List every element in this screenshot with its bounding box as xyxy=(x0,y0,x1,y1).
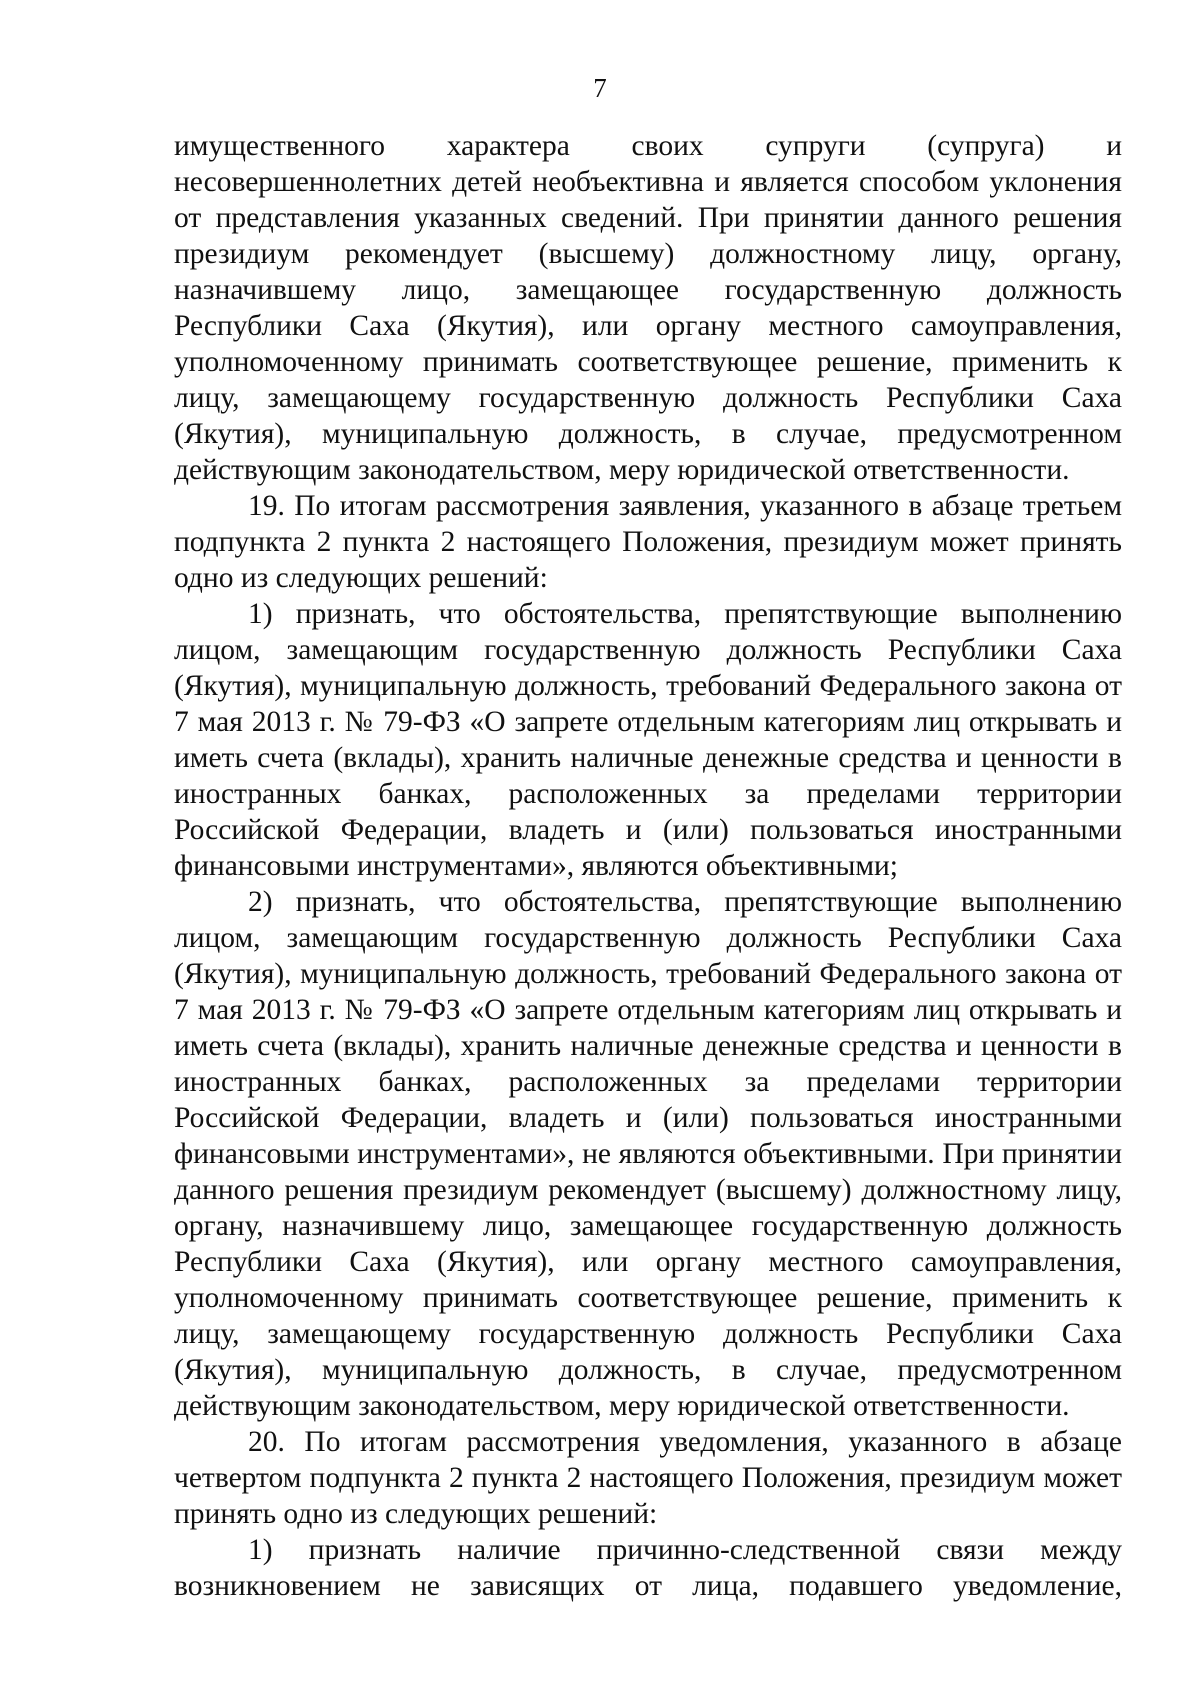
paragraph-continuation: имущественного характера своих супруги (супруга) и несовершеннолетних детей необъективна и является способом уклонения от представления указанных сведений. При принятии данного решения президиум рекомендует (высшему) должностному лицу, органу, назначившему лицо, замещающее государственную должность Республики Саха (Якутия), или органу местного самоуправления, уполномоченному принимать соответствующее решение, применить к лицу, замещающему государственную должность Республики Саха (Якутия), муниципальную должность, в случае, предусмотренном действующим законодательством, меру юридической ответственности. xyxy=(174,130,1122,486)
paragraph-item-20-1: 1) признать наличие причинно-следственной связи между возникновением не зависящих от лица, подавшего уведомление, xyxy=(174,1534,1122,1602)
paragraph-item-19-2: 2) признать, что обстоятельства, препятствующие выполнению лицом, замещающим государственную должность Республики Саха (Якутия), муниципальную должность, требований Федерального закона от 7 мая 2013 г. № 79-ФЗ «О запрете отдельным категориям лиц открывать и иметь счета (вклады), хранить наличные денежные средства и ценности в иностранных банках, расположенных за пределами территории Российской Федерации, владеть и (или) пользоваться иностранными финансовыми инструментами», не являются объективными. При принятии данного решения президиум рекомендует (высшему) должностному лицу, органу, назначившему лицо, замещающее государственную должность Республики Саха (Якутия), или органу местного самоуправления, уполномоченному принимать соответствующее решение, применить к лицу, замещающему государственную должность Республики Саха (Якутия), муниципальную должность, в случае, предусмотренном действующим законодательством, меру юридической ответственности. xyxy=(174,886,1122,1422)
paragraph-item-19: 19. По итогам рассмотрения заявления, указанного в абзаце третьем подпункта 2 пункта 2 настоящего Положения, президиум может принять одно из следующих решений: xyxy=(174,490,1122,594)
page-number: 7 xyxy=(593,73,607,103)
document-body xyxy=(174,128,1122,1604)
paragraph-item-20: 20. По итогам рассмотрения уведомления, указанного в абзаце четвертом подпункта 2 пункта 2 настоящего Положения, президиум может принять одно из следующих решений: xyxy=(174,1426,1122,1530)
paragraph-item-19-1: 1) признать, что обстоятельства, препятствующие выполнению лицом, замещающим государственную должность Республики Саха (Якутия), муниципальную должность, требований Федерального закона от 7 мая 2013 г. № 79-ФЗ «О запрете отдельным категориям лиц открывать и иметь счета (вклады), хранить наличные денежные средства и ценности в иностранных банках, расположенных за пределами территории Российской Федерации, владеть и (или) пользоваться иностранными финансовыми инструментами», являются объективными; xyxy=(174,598,1122,882)
